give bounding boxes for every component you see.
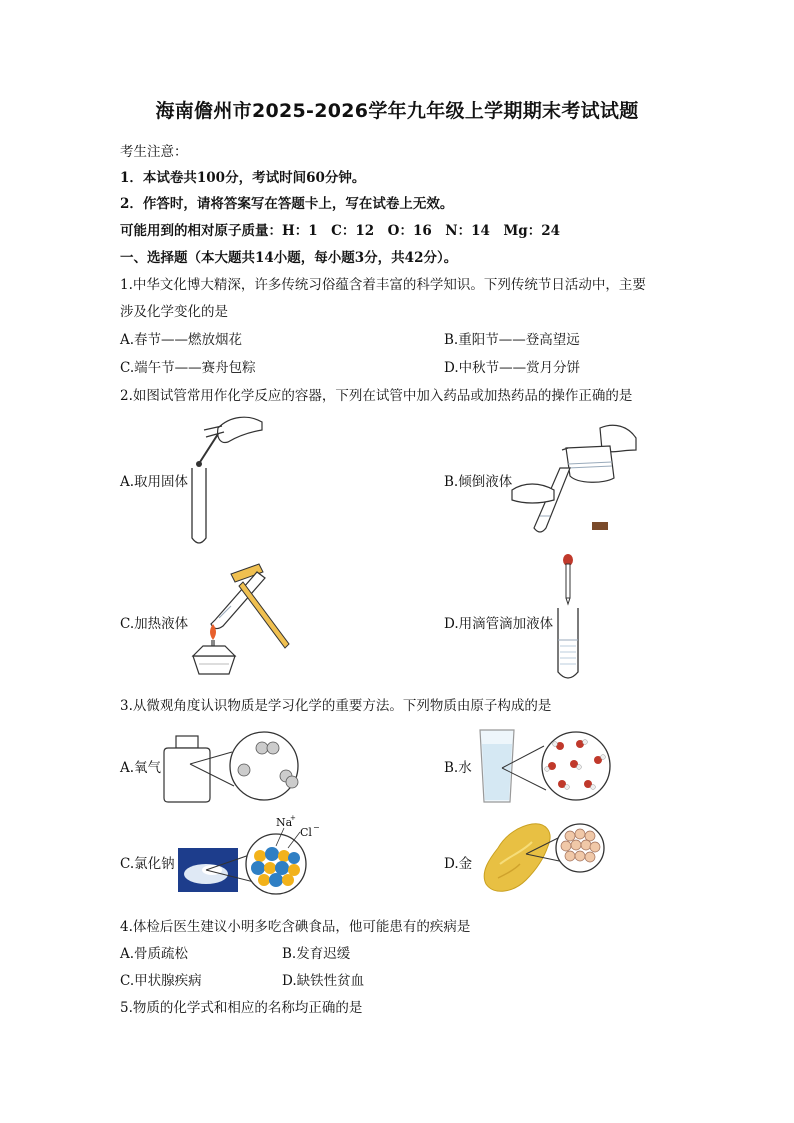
q2-option-c[interactable]: C.加热液体: [120, 616, 189, 632]
oxygen-bottle-figure: [160, 722, 310, 808]
notice-heading: 考生注意：: [120, 144, 188, 160]
sodium-chloride-figure: [176, 812, 336, 896]
q4-option-a[interactable]: A.骨质疏松: [120, 946, 189, 962]
q3-option-b[interactable]: B.水: [444, 760, 472, 776]
notice-item-1: 1．本试卷共100分，考试时间60分钟。: [120, 170, 366, 186]
q2-option-a[interactable]: A.取用固体: [120, 474, 189, 490]
q1-stem-line1: 1.中华文化博大精深，许多传统习俗蕴含着丰富的科学知识。下列传统节日活动中，主要: [120, 277, 646, 293]
q1-option-b[interactable]: B.重阳节——登高望远: [444, 332, 580, 348]
exam-title: 海南儋州市2025-2026学年九年级上学期期末考试试题: [155, 100, 639, 122]
q4-option-b[interactable]: B.发育迟缓: [282, 946, 351, 962]
solid-in-test-tube-figure: [178, 410, 268, 550]
q3-option-c[interactable]: C.氯化钠: [120, 856, 175, 872]
section-heading: 一、选择题（本大题共14小题，每小题3分，共42分）。: [120, 250, 458, 266]
q2-option-d[interactable]: D.用滴管滴加液体: [444, 616, 554, 632]
q2-stem: 2.如图试管常用作化学反应的容器，下列在试管中加入药品或加热药品的操作正确的是: [120, 388, 633, 404]
nacl-lattice: [251, 847, 300, 887]
notice-item-2: 2．作答时，请将答案写在答题卡上，写在试卷上无效。: [120, 196, 454, 212]
q2-option-b[interactable]: B.倾倒液体: [444, 474, 513, 490]
na-charge: +: [290, 814, 296, 822]
q3-stem: 3.从微观角度认识物质是学习化学的重要方法。下列物质由原子构成的是: [120, 698, 552, 714]
q4-option-c[interactable]: C.甲状腺疾病: [120, 973, 202, 989]
pouring-liquid-figure: [510, 420, 640, 540]
na-label: Na: [276, 816, 293, 829]
gold-atoms: [561, 829, 600, 862]
q1-option-a[interactable]: A.春节——燃放烟花: [120, 332, 243, 348]
q1-stem-line2: 涉及化学变化的是: [120, 304, 228, 320]
cl-label: Cl: [300, 826, 312, 839]
heating-liquid-figure: [185, 562, 295, 680]
q5-stem: 5.物质的化学式和相应的名称均正确的是: [120, 1000, 363, 1016]
q3-option-a[interactable]: A.氧气: [120, 760, 162, 776]
q3-option-d[interactable]: D.金: [444, 856, 473, 872]
cl-charge: −: [313, 823, 320, 832]
gold-nugget-figure: [476, 812, 616, 902]
q1-option-d[interactable]: D.中秋节——赏月分饼: [444, 360, 581, 376]
water-glass-figure: [476, 722, 626, 808]
atomic-masses: 可能用到的相对原子质量：H：1 C：12 O：16 N：14 Mg：24: [120, 223, 561, 239]
q4-stem: 4.体检后医生建议小明多吃含碘食品，他可能患有的疾病是: [120, 919, 471, 935]
dropper-figure: [548, 552, 588, 682]
q4-option-d[interactable]: D.缺铁性贫血: [282, 973, 365, 989]
q1-option-c[interactable]: C.端午节——赛舟包粽: [120, 360, 256, 376]
